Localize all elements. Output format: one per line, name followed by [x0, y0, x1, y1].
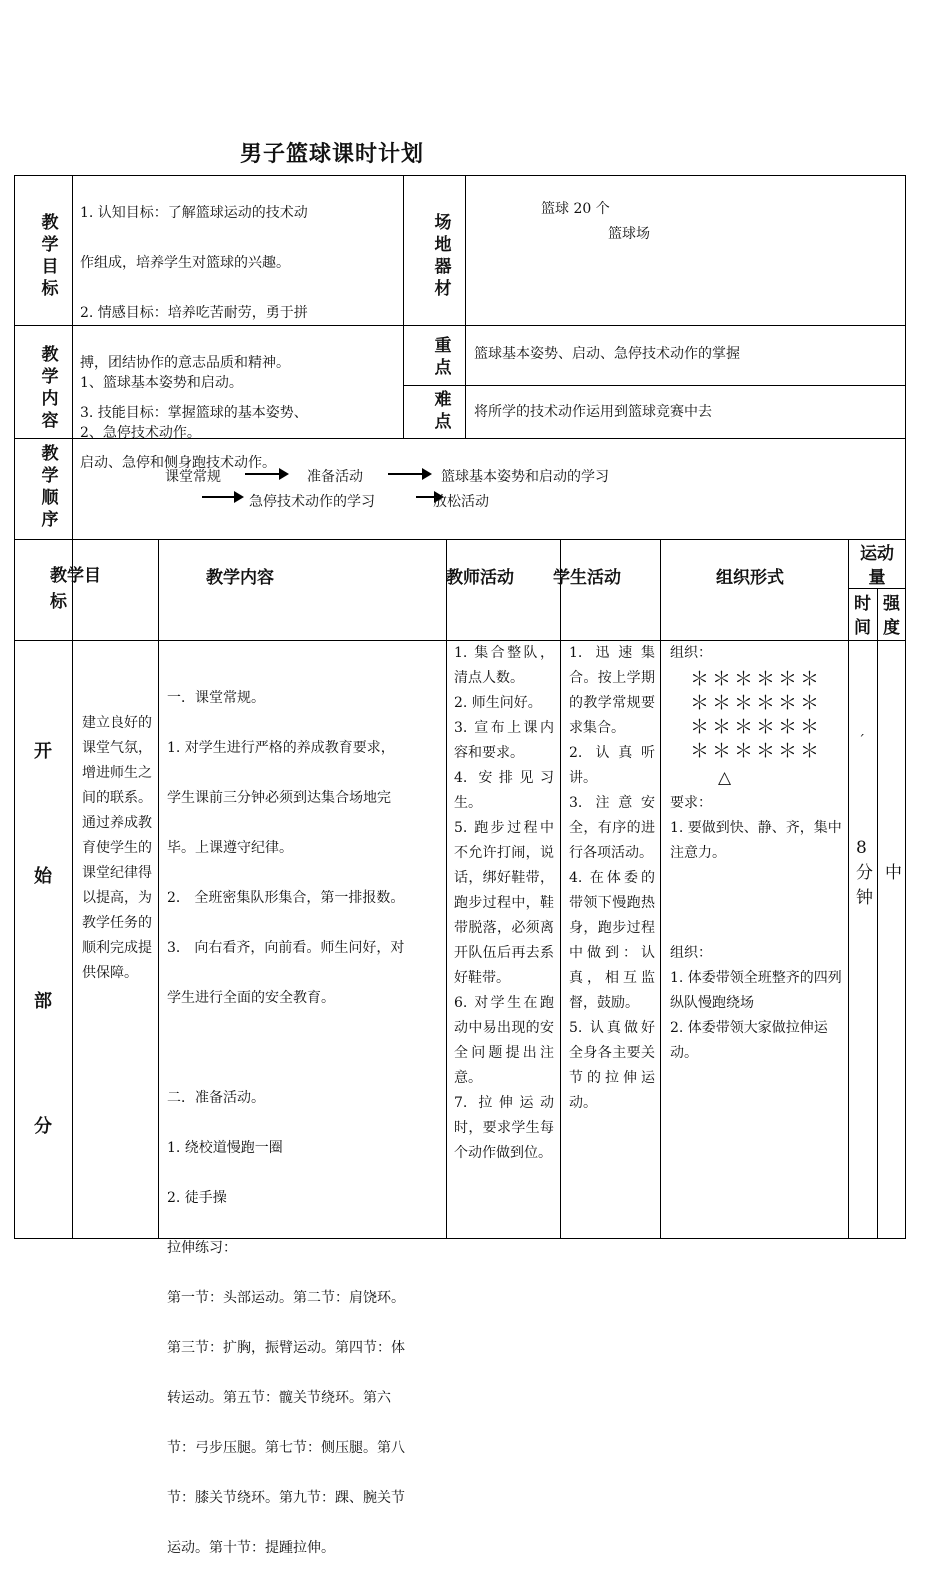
header-load: 运动量	[860, 544, 894, 588]
header-organization: 组织形式	[716, 568, 784, 588]
header-teacher: 教师活动	[446, 568, 514, 588]
venue-balls: 篮球 20 个	[541, 201, 610, 217]
section-student-activities: 1. 迅速集合。按上学期的教学常规要求集合。 2. 认真听讲。 3. 注意安全，有序的进行各项活动。 4. 在体委的带领下慢跑热身，跑步过程中做到：认真，相互监督，鼓励。 5. 认真做好全身各主要关节的拉伸运动。	[569, 645, 655, 1111]
header-objective: 教学目标	[50, 566, 101, 612]
header-student: 学生活动	[553, 568, 621, 588]
section-teacher-activities: 1. 集合整队，清点人数。 2. 师生问好。 3. 宣布上课内容和要求。 4. 安排见习生。 5. 跑步过程中不允许打闹，说话，绑好鞋带，跑步过程中，鞋带脱落，必须离开队伍后再去系好鞋带。 6. 对学生在跑动中易出现的安全问题提出注意。 7. 拉伸运动时，要求学生每个动作做到位。	[454, 645, 554, 1161]
content-text: 1、篮球基本姿势和启动。 2、急停技术动作。	[80, 375, 243, 441]
section-time: 8分钟	[856, 838, 873, 908]
page-title: 男子篮球课时计划	[240, 142, 425, 167]
section-content: 一．课堂常规。 1. 对学生进行严格的养成教育要求， 学生课前三分钟必须到达集合场地完 毕。上课遵守纪律。 2． 全班密集队形集合，第一排报数。 3． 向右看齐，向前看。师生问好，对 学生进行全面的安全教育。 二．准备活动。 1. 绕校道慢跑一圈 2. 徒手操 拉伸练习： 第一节：头部运动。第二节：肩饶环。 第三节：扩胸，振臂运动。第四节：体 转运动。第五节：髋关节绕环。第六 节：弓步压腿。第七节：侧压腿。第八 节：膝关节绕环。第九节：踝、腕关节 运动。第十节：提踵拉伸。	[167, 690, 405, 1556]
formation-stars: ＊＊＊＊＊＊ ＊＊＊＊＊＊ ＊＊＊＊＊＊ ＊＊＊＊＊＊	[690, 668, 823, 762]
key-point-text: 篮球基本姿势、启动、急停技术动作的掌握	[474, 346, 740, 362]
objectives-text: 1. 认知目标：了解篮球运动的技术动 作组成，培养学生对篮球的兴趣。 2. 情感目标：培养吃苦耐劳，勇于拼 搏，团结协作的意志品质和精神。 3. 技能目标：掌握篮球的基本姿势、 启动、急停和侧身跑技术动作。	[80, 205, 308, 471]
difficulty-text: 将所学的技术动作运用到篮球竞赛中去	[474, 404, 712, 420]
section-char: 分	[34, 1116, 52, 1137]
content-label: 教学内容	[41, 345, 59, 431]
header-content: 教学内容	[206, 568, 274, 588]
section-intensity: 中	[885, 863, 902, 883]
section-mark: ˊ	[858, 733, 865, 749]
arrow-icon	[202, 496, 242, 498]
venue-court: 篮球场	[608, 226, 650, 242]
section-objective: 建立良好的课堂气氛，增进师生之间的联系。通过养成教育使学生的课堂纪律得以提高，为教学任务的顺利完成提供保障。	[82, 715, 152, 981]
difficulty-label: 难点	[434, 390, 452, 432]
org-label-2: 组织：	[670, 945, 712, 961]
sequence-step-5: 放松活动	[433, 494, 489, 510]
arrow-icon	[245, 473, 287, 475]
key-point-label: 重点	[434, 336, 452, 378]
venue-label: 场地器材	[434, 213, 452, 299]
section-char: 部	[34, 991, 52, 1012]
teacher-triangle-icon: △	[718, 768, 732, 788]
org-text: 1. 体委带领全班整齐的四列纵队慢跑绕场 2. 体委带领大家做拉伸运动。	[670, 970, 842, 1061]
section-char: 开	[34, 741, 52, 762]
header-intensity: 强度	[883, 594, 900, 638]
requirement-label: 要求：	[670, 795, 712, 811]
section-char: 始	[34, 866, 52, 887]
sequence-label: 教学顺序	[41, 444, 59, 530]
sequence-step-4: 急停技术动作的学习	[249, 494, 375, 510]
requirement-text: 1. 要做到快、静、齐，集中注意力。	[670, 820, 842, 861]
org-label: 组织：	[670, 645, 712, 661]
arrow-icon	[388, 473, 430, 475]
objectives-label: 教学目标	[41, 213, 59, 299]
sequence-step-1: 课堂常规	[165, 469, 221, 485]
sequence-step-3: 篮球基本姿势和启动的学习	[441, 469, 609, 485]
header-time: 时间	[854, 594, 871, 638]
sequence-step-2: 准备活动	[307, 469, 363, 485]
